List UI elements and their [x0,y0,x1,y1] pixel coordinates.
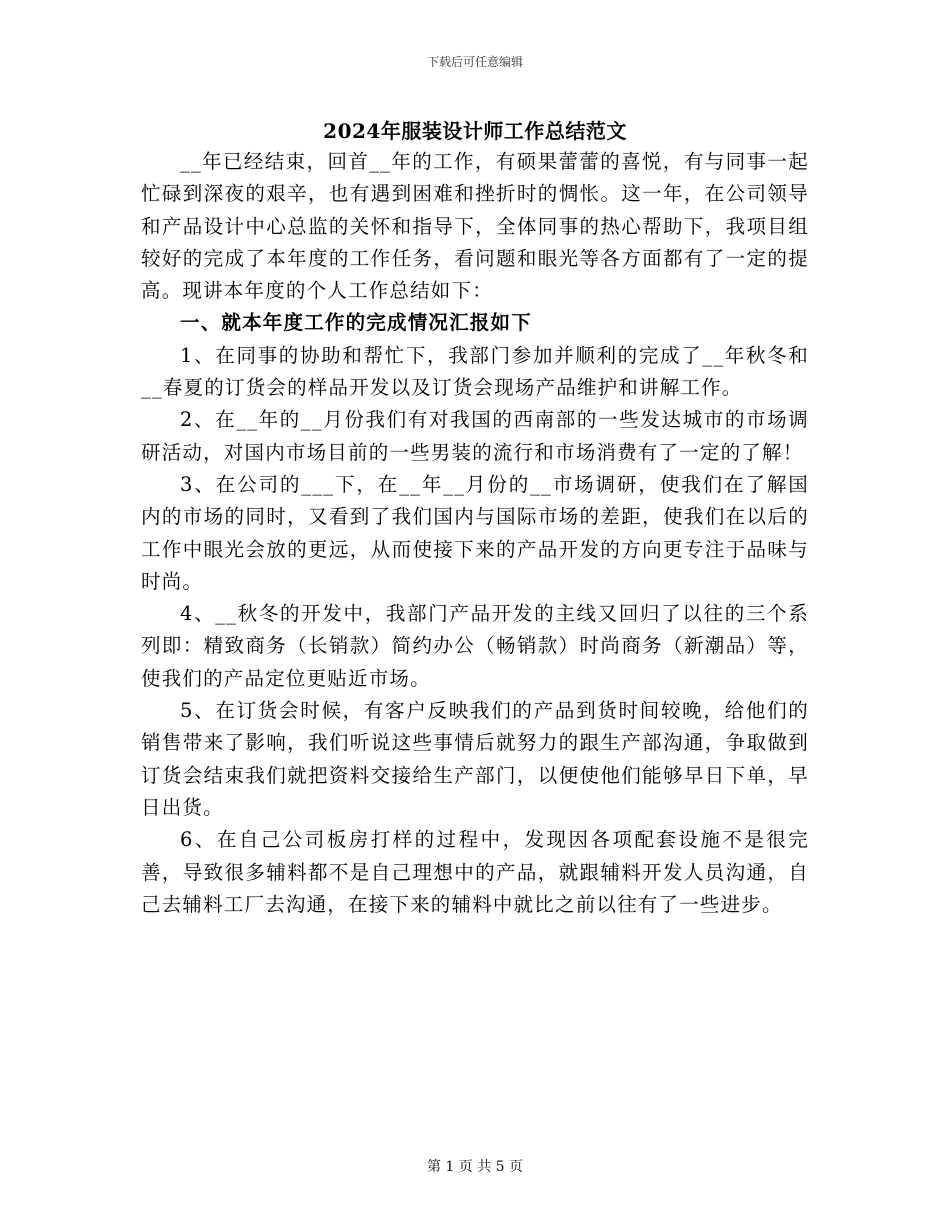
paragraph-item-4: 4、__秋冬的开发中，我部门产品开发的主线又回归了以往的三个系列即：精致商务（长销款）简约办公（畅销款）时尚商务（新潮品）等，使我们的产品定位更贴近市场。 [141,602,809,690]
paragraph-item-3: 3、在公司的___下，在__年__月份的__市场调研，使我们在了解国内的市场的同时，又看到了我们国内与国际市场的差距，使我们在以后的工作中眼光会放的更远，从而使接下来的产品开发的方向更专注于品味与时尚。 [141,472,809,593]
section-heading: 一、就本年度工作的完成情况汇报如下 [180,311,532,335]
page-number: 第 1 页 共 5 页 [426,1159,524,1175]
document-title: 2024年服装设计师工作总结范文 [323,119,627,143]
paragraph-item-5: 5、在订货会时候，有客户反映我们的产品到货时间较晚，给他们的销售带来了影响，我们听说这些事情后就努力的跟生产部沟通，争取做到订货会结束我们就把资料交接给生产部门，以便使他们能够早日下单，早日出货。 [141,699,809,819]
paragraph-item-1: 1、在同事的协助和帮忙下，我部门参加并顺利的完成了__年秋冬和__春夏的订货会的样品开发以及订货会现场产品维护和讲解工作。 [141,343,809,400]
document-body [141,146,809,921]
paragraph-intro: __年已经结束，回首__年的工作，有硕果蕾蕾的喜悦，有与同事一起忙碌到深夜的艰辛，也有遇到困难和挫折时的惆怅。这一年，在公司领导和产品设计中心总监的关怀和指导下，全体同事的热心帮助下，我项目组较好的完成了本年度的工作任务，看问题和眼光等各方面都有了一定的提高。现讲本年度的个人工作总结如下： [141,150,809,303]
header-note: 下载后可任意编辑 [426,55,523,69]
paragraph-item-2: 2、在__年的__月份我们有对我国的西南部的一些发达城市的市场调研活动，对国内市场目前的一些男装的流行和市场消费有了一定的了解！ [141,408,809,464]
paragraph-item-6: 6、在自己公司板房打样的过程中，发现因各项配套设施不是很完善，导致很多辅料都不是自己理想中的产品，就跟辅料开发人员沟通，自己去辅料工厂去沟通，在接下来的辅料中就比之前以往有了一些进步。 [141,828,809,916]
